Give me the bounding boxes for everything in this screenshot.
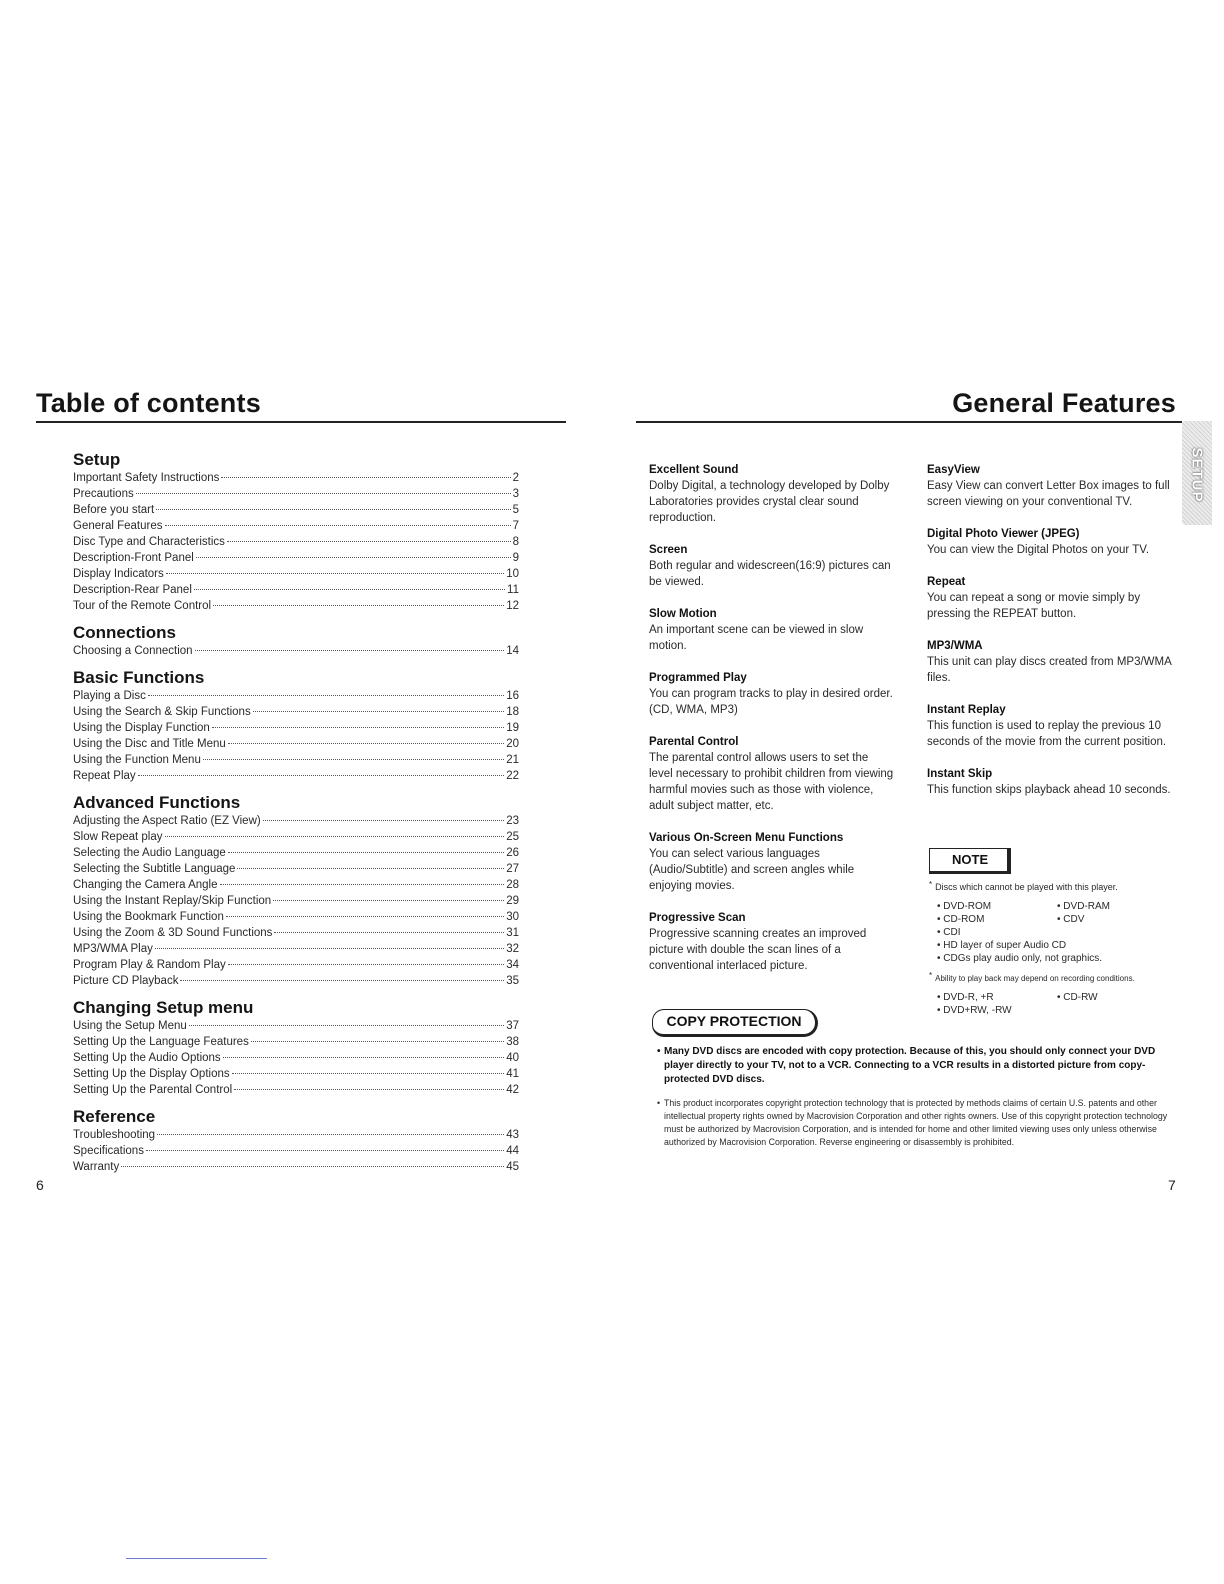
toc-entry-title: Setting Up the Language Features bbox=[73, 1036, 249, 1048]
toc-entry bbox=[73, 502, 519, 518]
toc-dot-leader bbox=[166, 573, 504, 574]
toc-entry bbox=[73, 518, 519, 534]
toc-entry-page: 3 bbox=[512, 488, 519, 500]
toc-entry-title: MP3/WMA Play bbox=[73, 943, 153, 955]
toc-entry bbox=[73, 470, 519, 486]
footer-line bbox=[126, 1558, 267, 1559]
toc-dot-leader bbox=[221, 477, 510, 478]
copy-protection-warning bbox=[657, 1045, 1177, 1087]
toc-section bbox=[73, 622, 519, 659]
left-page-number: 6 bbox=[36, 1177, 44, 1193]
recording-dependent-disc-list bbox=[929, 991, 1179, 1017]
toc-entry-title: Disc Type and Characteristics bbox=[73, 536, 225, 548]
toc-entry-page: 41 bbox=[506, 1068, 519, 1080]
toc-entry bbox=[73, 845, 519, 861]
toc-dot-leader bbox=[203, 759, 504, 760]
toc-section bbox=[73, 449, 519, 614]
toc-entry bbox=[73, 534, 519, 550]
feature-block bbox=[649, 734, 894, 814]
unplayable-disc-list bbox=[929, 900, 1179, 965]
macrovision-notice-text: This product incorporates copyright protection technology that is protected by methods claims of certain U.S. patents and other intellectual property rights owned by Macrovision Corporation and other rights owners. Use of this copyright protection technology must be authorized by Macrovision Corporation, and is intended for home and other limited viewing uses only unless otherwise authorized by Macrovision Corporation. Reverse engineering or disassembly is prohibited. bbox=[664, 1098, 1168, 1147]
toc-dot-leader bbox=[237, 868, 504, 869]
feature-block bbox=[927, 462, 1172, 510]
note-list-item bbox=[937, 952, 1177, 965]
toc-title-rule bbox=[36, 421, 566, 423]
toc-section bbox=[73, 1106, 519, 1175]
bullet: • bbox=[1057, 914, 1061, 925]
feature-description: You can view the Digital Photos on your TV. bbox=[927, 544, 1150, 556]
toc-dot-leader bbox=[227, 541, 511, 542]
feature-title: Screen bbox=[649, 544, 688, 556]
toc-entry-title: Setting Up the Display Options bbox=[73, 1068, 230, 1080]
note-item-text: DVD+RW, -RW bbox=[943, 1005, 1012, 1016]
feature-description: You can program tracks to play in desired order. (CD, WMA, MP3) bbox=[649, 688, 893, 716]
toc-entry-title: Using the Display Function bbox=[73, 722, 210, 734]
toc-entry-title: Changing the Camera Angle bbox=[73, 879, 218, 891]
note-list-item bbox=[937, 939, 1177, 952]
toc-entry-page: 45 bbox=[506, 1161, 519, 1173]
toc-entry-title: Program Play & Random Play bbox=[73, 959, 226, 971]
toc-entry-title: Important Safety Instructions bbox=[73, 472, 220, 484]
toc-entry bbox=[73, 941, 519, 957]
toc-entry-page: 20 bbox=[506, 738, 519, 750]
toc-entry bbox=[73, 550, 519, 566]
toc-entry bbox=[73, 598, 519, 614]
feature-block bbox=[927, 526, 1172, 558]
bullet: • bbox=[937, 927, 941, 938]
bullet: • bbox=[937, 901, 941, 912]
macrovision-notice bbox=[657, 1097, 1177, 1149]
toc-dot-leader bbox=[148, 695, 504, 696]
toc-entry bbox=[73, 1066, 519, 1082]
feature-title: Digital Photo Viewer (JPEG) bbox=[927, 528, 1080, 540]
feature-description: This function skips playback ahead 10 seconds. bbox=[927, 784, 1171, 796]
toc-dot-leader bbox=[121, 1166, 504, 1167]
toc-entry-title: Precautions bbox=[73, 488, 134, 500]
toc-entry-page: 2 bbox=[512, 472, 519, 484]
toc-entry-title: Troubleshooting bbox=[73, 1129, 156, 1141]
toc-entry bbox=[73, 752, 519, 768]
feature-block bbox=[927, 638, 1172, 686]
toc-entry-page: 9 bbox=[512, 552, 519, 564]
toc-section-heading: Advanced Functions bbox=[73, 793, 241, 812]
toc-entry-title: Playing a Disc bbox=[73, 690, 146, 702]
note-item-text: DVD-RAM bbox=[1063, 901, 1110, 912]
note-item-text: CDV bbox=[1063, 914, 1085, 925]
toc-entry-page: 14 bbox=[506, 645, 519, 657]
toc-dot-leader bbox=[155, 948, 504, 949]
feature-title: Slow Motion bbox=[649, 608, 717, 620]
toc-section-heading: Reference bbox=[73, 1107, 156, 1126]
bullet: • bbox=[937, 992, 941, 1003]
toc-dot-leader bbox=[220, 884, 505, 885]
toc-entry bbox=[73, 566, 519, 582]
note-item-text: CD-RW bbox=[1063, 992, 1098, 1003]
note-item-text: HD layer of super Audio CD bbox=[943, 940, 1067, 951]
note-item-text: CD-ROM bbox=[943, 914, 985, 925]
feature-block bbox=[927, 766, 1172, 798]
toc-entry bbox=[73, 957, 519, 973]
toc-entry-page: 42 bbox=[506, 1084, 519, 1096]
toc-entry bbox=[73, 486, 519, 502]
bullet: • bbox=[1057, 992, 1061, 1003]
toc-dot-leader bbox=[196, 557, 511, 558]
toc-dot-leader bbox=[228, 852, 504, 853]
toc-dot-leader bbox=[232, 1073, 505, 1074]
toc-page-title: Table of contents bbox=[36, 388, 261, 418]
feature-title: Instant Replay bbox=[927, 704, 1006, 716]
toc-entry-page: 8 bbox=[512, 536, 519, 548]
feature-block bbox=[927, 702, 1172, 750]
note-list-item bbox=[937, 926, 1057, 939]
note-item-text: DVD-ROM bbox=[943, 901, 992, 912]
note-list-item bbox=[937, 1004, 1057, 1017]
feature-description: Both regular and widescreen(16:9) pictures can be viewed. bbox=[649, 560, 891, 588]
feature-title: Instant Skip bbox=[927, 768, 993, 780]
feature-description: An important scene can be viewed in slow motion. bbox=[649, 624, 864, 652]
toc-entry-page: 12 bbox=[506, 600, 519, 612]
toc-entry-title: Tour of the Remote Control bbox=[73, 600, 212, 612]
toc-entry bbox=[73, 582, 519, 598]
toc-dot-leader bbox=[228, 964, 504, 965]
toc-entry bbox=[73, 720, 519, 736]
toc-entry bbox=[73, 829, 519, 845]
note-heading-text: Discs which cannot be played with this player. bbox=[935, 882, 1118, 892]
right-page-number: 7 bbox=[1168, 1177, 1176, 1193]
note-list-item bbox=[937, 900, 1057, 913]
toc-dot-leader bbox=[189, 1025, 504, 1026]
feature-block bbox=[649, 910, 894, 974]
toc-entry-page: 44 bbox=[506, 1145, 519, 1157]
toc-entry bbox=[73, 813, 519, 829]
toc-entry-title: Using the Setup Menu bbox=[73, 1020, 187, 1032]
toc-entry-title: Picture CD Playback bbox=[73, 975, 179, 987]
copy-protection-label-box bbox=[652, 1009, 818, 1037]
toc-section-heading: Connections bbox=[73, 623, 176, 642]
toc-entry bbox=[73, 704, 519, 720]
feature-title: Programmed Play bbox=[649, 672, 747, 684]
toc-entry-page: 21 bbox=[506, 754, 519, 766]
toc-entry bbox=[73, 1159, 519, 1175]
feature-title: EasyView bbox=[927, 464, 980, 476]
toc-entry-title: Display Indicators bbox=[73, 568, 164, 580]
note-list-item bbox=[1057, 991, 1177, 1004]
toc-dot-leader bbox=[212, 727, 504, 728]
toc-entry bbox=[73, 1127, 519, 1143]
toc-section bbox=[73, 792, 519, 989]
toc-entry-page: 7 bbox=[512, 520, 519, 532]
bullet: • bbox=[937, 1005, 941, 1016]
toc-dot-leader bbox=[213, 605, 504, 606]
bullet: • bbox=[657, 1046, 661, 1057]
note-item-text: DVD-R, +R bbox=[943, 992, 994, 1003]
toc-entry bbox=[73, 909, 519, 925]
toc-entry-title: Description-Front Panel bbox=[73, 552, 194, 564]
toc-entry bbox=[73, 1082, 519, 1098]
toc-entry-title: Selecting the Subtitle Language bbox=[73, 863, 236, 875]
feature-title: MP3/WMA bbox=[927, 640, 983, 652]
toc-entry bbox=[73, 643, 519, 659]
features-title-rule bbox=[636, 421, 1182, 423]
feature-title: Progressive Scan bbox=[649, 912, 746, 924]
bullet: • bbox=[937, 940, 941, 951]
toc-dot-leader bbox=[180, 980, 504, 981]
copy-protection-label: COPY PROTECTION bbox=[666, 1013, 802, 1029]
toc-dot-leader bbox=[253, 711, 505, 712]
note-item-text: CDGs play audio only, not graphics. bbox=[943, 953, 1103, 964]
toc-entry-title: Selecting the Audio Language bbox=[73, 847, 226, 859]
toc-entry bbox=[73, 925, 519, 941]
toc-entry bbox=[73, 768, 519, 784]
toc-dot-leader bbox=[157, 1134, 504, 1135]
toc-entry bbox=[73, 1143, 519, 1159]
toc-entry-page: 26 bbox=[506, 847, 519, 859]
note-heading-text: Ability to play back may depend on recording conditions. bbox=[935, 974, 1135, 983]
toc-entry-title: Setting Up the Parental Control bbox=[73, 1084, 233, 1096]
note-label: NOTE bbox=[952, 852, 989, 867]
bullet: • bbox=[937, 914, 941, 925]
feature-block bbox=[649, 670, 894, 718]
features-page-title: General Features bbox=[952, 388, 1176, 418]
features-left-column bbox=[649, 462, 894, 990]
toc-entry-title: Description-Rear Panel bbox=[73, 584, 192, 596]
note-item-text: CDI bbox=[943, 927, 961, 938]
toc-entry-page: 19 bbox=[506, 722, 519, 734]
footnote-star: * bbox=[929, 880, 933, 889]
feature-description: Easy View can convert Letter Box images to full screen viewing on your conventional TV. bbox=[927, 480, 1170, 508]
toc-section bbox=[73, 667, 519, 784]
toc-entry-title: Adjusting the Aspect Ratio (EZ View) bbox=[73, 815, 261, 827]
setup-tab-label: SETUP bbox=[1188, 447, 1206, 503]
feature-block bbox=[927, 574, 1172, 622]
toc-entry-page: 31 bbox=[506, 927, 519, 939]
feature-description: The parental control allows users to set the level necessary to prohibit children from viewing harmful movies such as those with violence, adult subject matter, etc. bbox=[649, 752, 894, 812]
note-content bbox=[929, 880, 1179, 1024]
bullet: • bbox=[657, 1098, 661, 1108]
toc-entry bbox=[73, 1034, 519, 1050]
toc-dot-leader bbox=[251, 1041, 504, 1042]
toc-dot-leader bbox=[274, 932, 504, 933]
feature-block bbox=[649, 462, 894, 526]
toc-entry-page: 37 bbox=[506, 1020, 519, 1032]
feature-description: Progressive scanning creates an improved picture with double the scan lines of a conventional interlaced picture. bbox=[649, 928, 867, 972]
feature-description: Dolby Digital, a technology developed by Dolby Laboratories provides crystal clear sound reproduction. bbox=[649, 480, 890, 524]
toc-entry-page: 25 bbox=[506, 831, 519, 843]
toc-entry-page: 35 bbox=[506, 975, 519, 987]
toc-dot-leader bbox=[156, 509, 510, 510]
bullet: • bbox=[937, 953, 941, 964]
feature-description: This unit can play discs created from MP3/WMA files. bbox=[927, 656, 1172, 684]
feature-description: You can repeat a song or movie simply by pressing the REPEAT button. bbox=[927, 592, 1141, 620]
toc-dot-leader bbox=[138, 775, 505, 776]
toc-entry bbox=[73, 1018, 519, 1034]
toc-entry-page: 23 bbox=[506, 815, 519, 827]
toc-section-heading: Setup bbox=[73, 450, 121, 469]
copy-protection-notes bbox=[657, 1045, 1177, 1149]
feature-title: Parental Control bbox=[649, 736, 739, 748]
toc-entry bbox=[73, 877, 519, 893]
toc-entry-page: 30 bbox=[506, 911, 519, 923]
toc-entry bbox=[73, 736, 519, 752]
note-list-item bbox=[1057, 913, 1177, 926]
toc-entry-page: 16 bbox=[506, 690, 519, 702]
toc-dot-leader bbox=[195, 650, 505, 651]
feature-description: This function is used to replay the previous 10 seconds of the movie from the current position. bbox=[927, 720, 1167, 748]
toc-entry-title: Choosing a Connection bbox=[73, 645, 193, 657]
toc-dot-leader bbox=[228, 743, 504, 744]
toc-entry-page: 40 bbox=[506, 1052, 519, 1064]
toc-dot-leader bbox=[165, 525, 511, 526]
toc-entry-page: 38 bbox=[506, 1036, 519, 1048]
toc-entry-page: 18 bbox=[506, 706, 519, 718]
feature-description: You can select various languages (Audio/Subtitle) and screen angles while enjoying movies. bbox=[649, 848, 855, 892]
toc-entry-page: 34 bbox=[506, 959, 519, 971]
toc-entry-title: Warranty bbox=[73, 1161, 120, 1173]
toc-dot-leader bbox=[136, 493, 511, 494]
toc-entry-title: Specifications bbox=[73, 1145, 144, 1157]
toc-entry-title: Setting Up the Audio Options bbox=[73, 1052, 221, 1064]
setup-section-tab bbox=[1182, 421, 1212, 525]
toc-section-heading: Basic Functions bbox=[73, 668, 205, 687]
toc-entry-page: 5 bbox=[512, 504, 519, 516]
copy-protection-warning-text: Many DVD discs are encoded with copy protection. Because of this, you should only connect your DVD player directly to your TV, not to a VCR. Connecting to a VCR results in a distorted picture from copy-protected DVD discs. bbox=[664, 1046, 1156, 1085]
feature-block bbox=[649, 542, 894, 590]
toc-dot-leader bbox=[223, 1057, 505, 1058]
note-label-box bbox=[929, 848, 1011, 874]
toc-entry bbox=[73, 973, 519, 989]
toc-entry-page: 10 bbox=[506, 568, 519, 580]
feature-title: Various On-Screen Menu Functions bbox=[649, 832, 844, 844]
toc-entry-page: 28 bbox=[506, 879, 519, 891]
toc-section-heading: Changing Setup menu bbox=[73, 998, 254, 1017]
toc-entry bbox=[73, 861, 519, 877]
footnote-star: * bbox=[929, 971, 933, 980]
note-list-item bbox=[937, 991, 1057, 1004]
toc-dot-leader bbox=[263, 820, 504, 821]
toc-entry-title: Using the Disc and Title Menu bbox=[73, 738, 226, 750]
toc-entry-title: Using the Instant Replay/Skip Function bbox=[73, 895, 272, 907]
features-right-column bbox=[927, 462, 1172, 814]
toc-entry bbox=[73, 1050, 519, 1066]
toc-entry-title: General Features bbox=[73, 520, 163, 532]
bullet: • bbox=[1057, 901, 1061, 912]
note-list-item bbox=[1057, 900, 1177, 913]
table-of-contents bbox=[73, 449, 519, 1175]
toc-dot-leader bbox=[273, 900, 504, 901]
toc-entry-title: Slow Repeat play bbox=[73, 831, 163, 843]
toc-dot-leader bbox=[194, 589, 505, 590]
toc-entry-title: Using the Bookmark Function bbox=[73, 911, 224, 923]
toc-entry-page: 27 bbox=[506, 863, 519, 875]
feature-block bbox=[649, 830, 894, 894]
toc-dot-leader bbox=[234, 1089, 504, 1090]
toc-entry bbox=[73, 688, 519, 704]
feature-title: Excellent Sound bbox=[649, 464, 739, 476]
toc-section bbox=[73, 997, 519, 1098]
toc-entry-page: 11 bbox=[507, 584, 519, 596]
note-list-item bbox=[937, 913, 1057, 926]
toc-dot-leader bbox=[146, 1150, 504, 1151]
toc-entry-title: Using the Search & Skip Functions bbox=[73, 706, 251, 718]
note-heading-recording bbox=[929, 972, 1179, 986]
toc-entry-title: Using the Zoom & 3D Sound Functions bbox=[73, 927, 273, 939]
toc-entry-title: Repeat Play bbox=[73, 770, 136, 782]
toc-entry-page: 43 bbox=[506, 1129, 519, 1141]
toc-entry-title: Using the Function Menu bbox=[73, 754, 201, 766]
toc-dot-leader bbox=[226, 916, 504, 917]
toc-entry-title: Before you start bbox=[73, 504, 155, 516]
feature-title: Repeat bbox=[927, 576, 966, 588]
toc-entry-page: 29 bbox=[506, 895, 519, 907]
note-heading-unplayable bbox=[929, 880, 1179, 895]
toc-entry-page: 22 bbox=[506, 770, 519, 782]
toc-dot-leader bbox=[165, 836, 505, 837]
toc-entry bbox=[73, 893, 519, 909]
toc-entry-page: 32 bbox=[506, 943, 519, 955]
feature-block bbox=[649, 606, 894, 654]
